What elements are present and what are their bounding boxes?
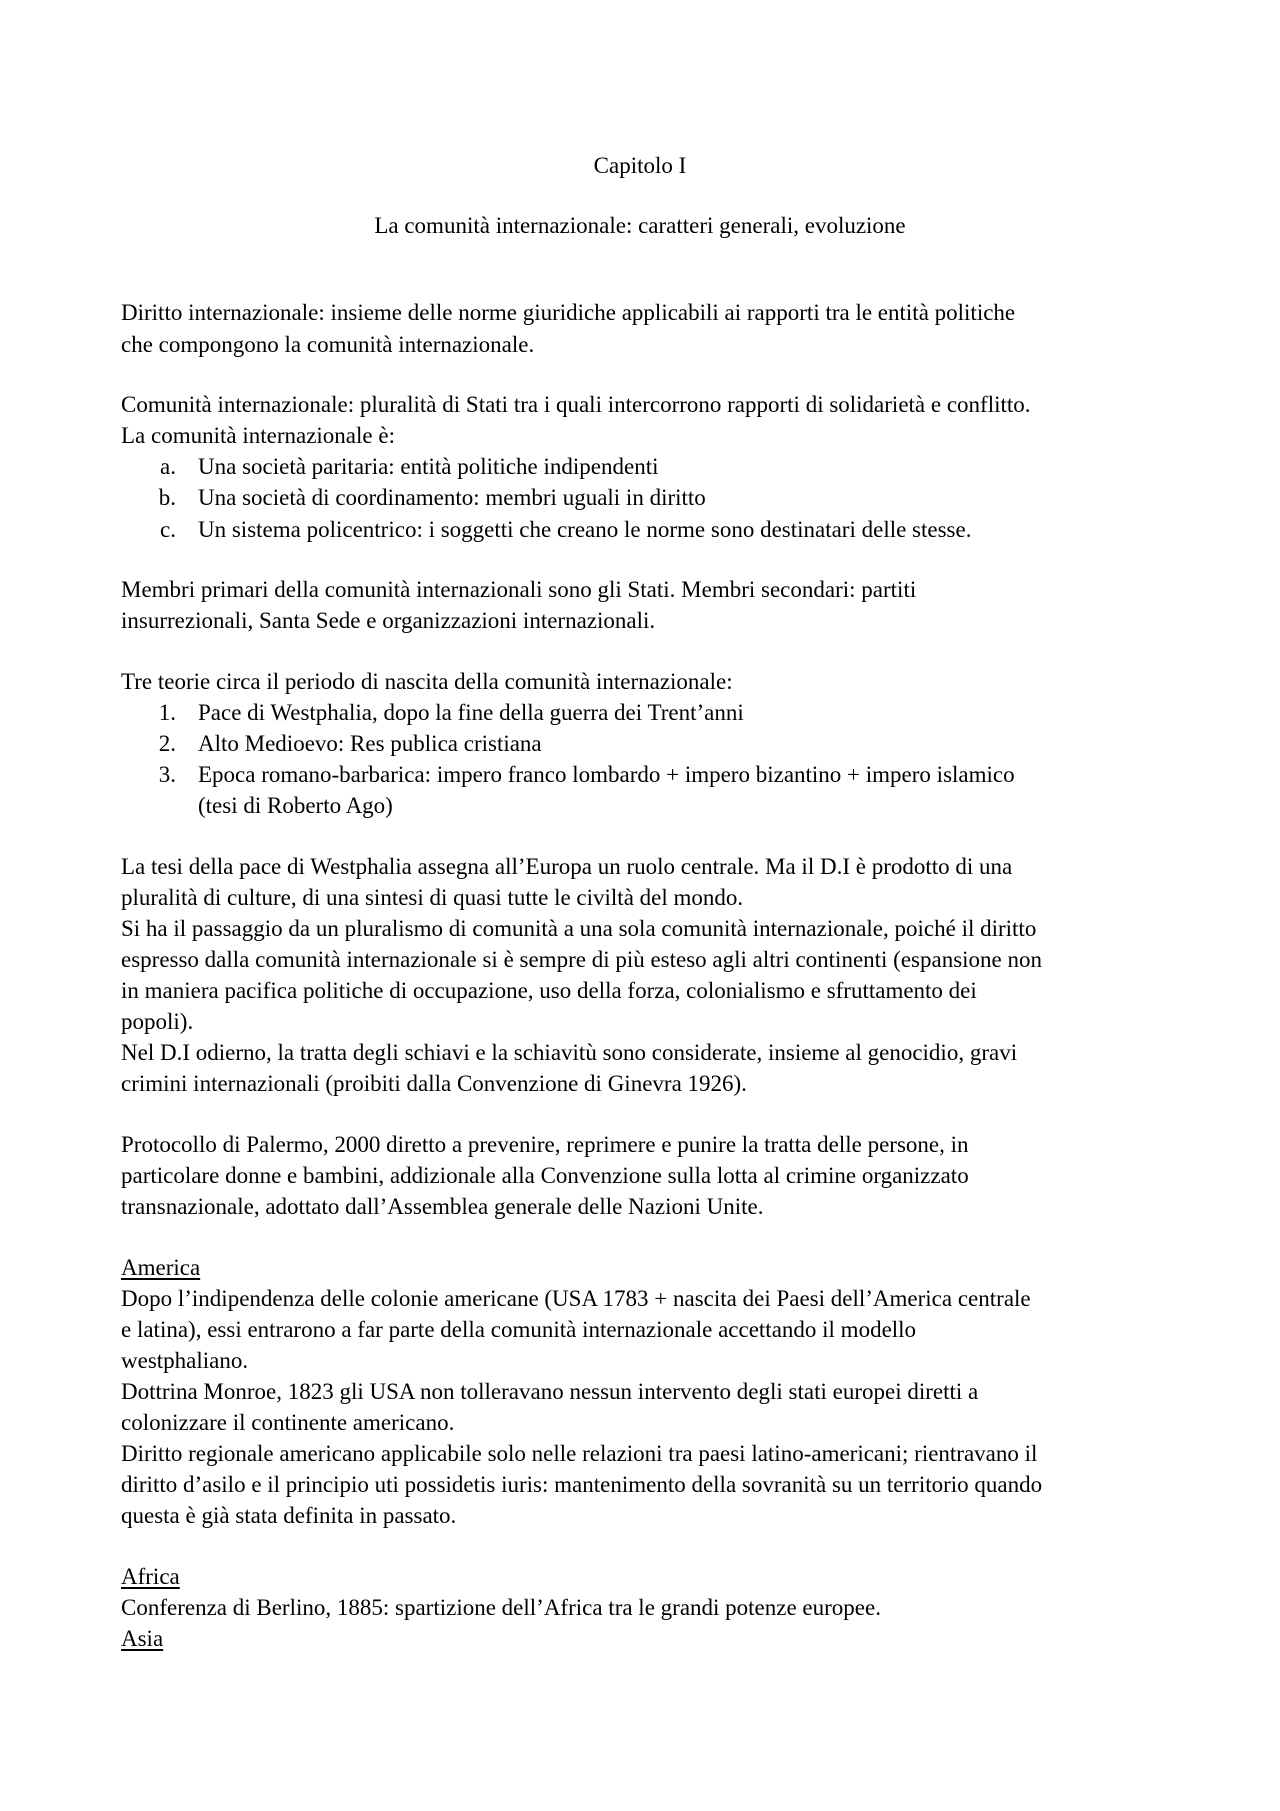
paragraph-line: westphaliano.: [121, 1348, 249, 1373]
paragraph-line: Nel D.I odierno, la tratta degli schiavi e la schiavitù sono considerate, insieme al genocidio, gravi: [121, 1040, 1018, 1065]
list-marker: c.: [160, 517, 176, 542]
paragraph-line: Si ha il passaggio da un pluralismo di comunità a una sola comunità internazionale, poiché il diritto: [121, 916, 1037, 941]
list-item: Pace di Westphalia, dopo la fine della guerra dei Trent’anni: [198, 700, 744, 725]
paragraph-line: Tre teorie circa il periodo di nascita della comunità internazionale:: [121, 669, 733, 694]
paragraph-line: Dottrina Monroe, 1823 gli USA non tolleravano nessun intervento degli stati europei diretti a: [121, 1379, 979, 1404]
list-marker: 3.: [158, 762, 176, 787]
paragraph-line: Protocollo di Palermo, 2000 diretto a prevenire, reprimere e punire la tratta delle persone, in: [121, 1132, 969, 1157]
paragraph-line: popoli).: [121, 1009, 194, 1034]
section-heading-africa: Africa: [121, 1564, 180, 1589]
paragraph-line: Diritto internazionale: insieme delle norme giuridiche applicabili ai rapporti tra le entità politiche: [121, 300, 1016, 325]
paragraph-line: e latina), essi entrarono a far parte della comunità internazionale accettando il modello: [121, 1317, 917, 1342]
paragraph-line: pluralità di culture, di una sintesi di quasi tutte le civiltà del mondo.: [121, 885, 744, 910]
paragraph-line: espresso dalla comunità internazionale si è sempre di più esteso agli altri continenti (espansione non: [121, 947, 1043, 972]
paragraph-line: Dopo l’indipendenza delle colonie americane (USA 1783 + nascita dei Paesi dell’America centrale: [121, 1286, 1031, 1311]
section-heading-asia: Asia: [121, 1626, 164, 1651]
list-item: Un sistema policentrico: i soggetti che creano le norme sono destinatari delle stesse.: [198, 517, 972, 542]
list-marker: 2.: [158, 731, 176, 756]
paragraph-line: in maniera pacifica politiche di occupazione, uso della forza, colonialismo e sfruttamento dei: [121, 978, 977, 1003]
section-heading-america: America: [121, 1255, 201, 1280]
paragraph-line: La comunità internazionale è:: [121, 423, 395, 448]
list-item: Epoca romano-barbarica: impero franco lombardo + impero bizantino + impero islamico: [198, 762, 1015, 787]
list-item: Una società paritaria: entità politiche indipendenti: [198, 454, 659, 479]
list-marker: b.: [158, 485, 176, 510]
chapter-heading: Capitolo I: [593, 153, 687, 178]
list-marker: a.: [160, 454, 176, 479]
paragraph-line: questa è già stata definita in passato.: [121, 1503, 457, 1528]
paragraph-line: che compongono la comunità internazionale.: [121, 332, 535, 357]
paragraph-line: insurrezionali, Santa Sede e organizzazioni internazionali.: [121, 608, 656, 633]
paragraph-line: Diritto regionale americano applicabile solo nelle relazioni tra paesi latino-americani; rientravano il: [121, 1441, 1038, 1466]
paragraph-line: La tesi della pace di Westphalia assegna all’Europa un ruolo centrale. Ma il D.I è prodotto di una: [121, 854, 1013, 879]
paragraph-line: Conferenza di Berlino, 1885: spartizione dell’Africa tra le grandi potenze europee.: [121, 1595, 881, 1620]
chapter-title: La comunità internazionale: caratteri generali, evoluzione: [374, 213, 906, 238]
paragraph-line: colonizzare il continente americano.: [121, 1410, 455, 1435]
list-item-continuation: (tesi di Roberto Ago): [198, 793, 393, 818]
paragraph-line: crimini internazionali (proibiti dalla Convenzione di Ginevra 1926).: [121, 1071, 747, 1096]
paragraph-line: particolare donne e bambini, addizionale alla Convenzione sulla lotta al crimine organizzato: [121, 1163, 969, 1188]
list-item: Una società di coordinamento: membri uguali in diritto: [198, 485, 706, 510]
paragraph-line: Membri primari della comunità internazionali sono gli Stati. Membri secondari: partiti: [121, 577, 917, 602]
paragraph-line: Comunità internazionale: pluralità di Stati tra i quali intercorrono rapporti di solidarietà e conflitto.: [121, 392, 1031, 417]
list-marker: 1.: [158, 700, 176, 725]
list-item: Alto Medioevo: Res publica cristiana: [198, 731, 542, 756]
paragraph-line: diritto d’asilo e il principio uti possidetis iuris: mantenimento della sovranità su un territorio quando: [121, 1472, 1043, 1497]
paragraph-line: transnazionale, adottato dall’Assemblea generale delle Nazioni Unite.: [121, 1194, 764, 1219]
